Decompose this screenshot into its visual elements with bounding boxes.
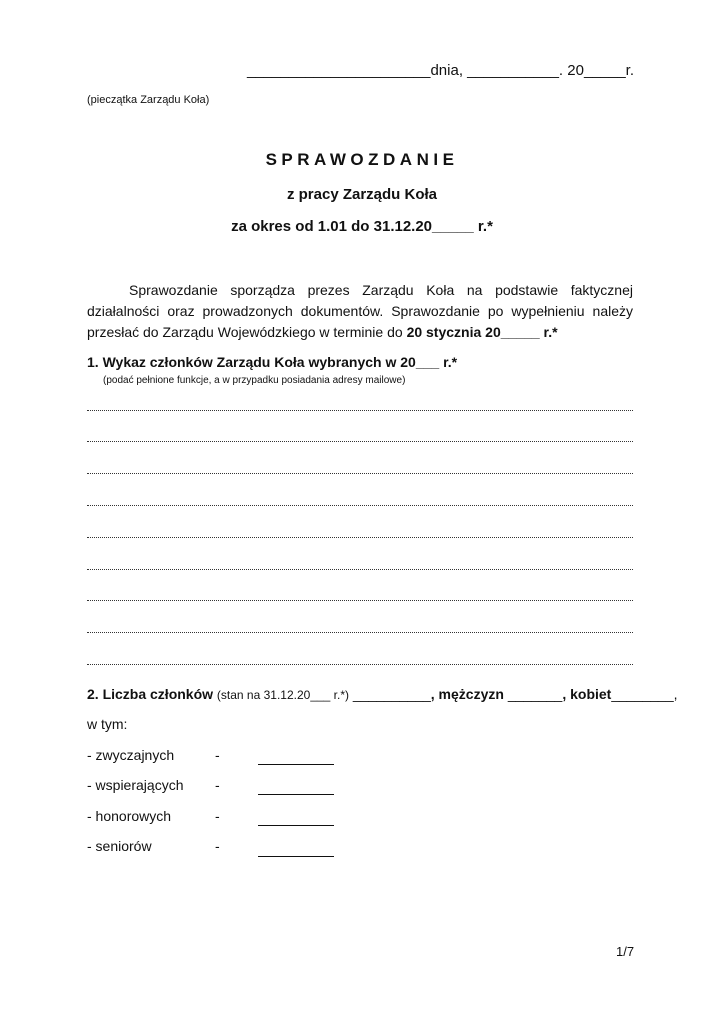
intro-deadline: 20 stycznia 20_____ r.* bbox=[406, 324, 558, 340]
category-label: - wspierających bbox=[87, 777, 184, 793]
intro-paragraph bbox=[87, 280, 633, 343]
women-blank[interactable]: ________, bbox=[611, 686, 678, 702]
fill-line[interactable] bbox=[87, 410, 633, 411]
fill-line[interactable] bbox=[87, 505, 633, 506]
reporting-period: za okres od 1.01 do 31.12.20_____ r.* bbox=[231, 218, 493, 235]
document-title: SPRAWOZDANIE bbox=[265, 150, 459, 169]
category-dash: - bbox=[215, 777, 220, 793]
fill-line[interactable] bbox=[87, 473, 633, 474]
category-blank[interactable] bbox=[258, 794, 334, 795]
section-1-note: (podać pełnione funkcje, a w przypadku posiadania adresy mailowe) bbox=[103, 375, 406, 386]
section-2-stan: (stan na 31.12.20___ r.*) bbox=[216, 688, 350, 702]
fill-line[interactable] bbox=[87, 569, 633, 570]
date-line: ______________________dnia, ___________. 20_____r. bbox=[246, 62, 634, 79]
fill-line[interactable] bbox=[87, 600, 633, 601]
category-label: - seniorów bbox=[87, 838, 152, 854]
category-blank[interactable] bbox=[258, 764, 334, 765]
section-2-heading: 2. Liczba członków bbox=[87, 686, 214, 702]
fill-line[interactable] bbox=[87, 537, 633, 538]
page-number: 1/7 bbox=[616, 944, 635, 959]
fill-line[interactable] bbox=[87, 664, 633, 665]
category-label: - zwyczajnych bbox=[87, 747, 175, 763]
women-label: , kobiet bbox=[562, 686, 612, 702]
fill-line[interactable] bbox=[87, 441, 633, 442]
w-tym-label: w tym: bbox=[87, 716, 128, 732]
stamp-label: (pieczątka Zarządu Koła) bbox=[87, 94, 210, 106]
fill-line[interactable] bbox=[87, 632, 633, 633]
category-label: - honorowych bbox=[87, 808, 172, 824]
section-2-line bbox=[87, 686, 678, 702]
category-blank[interactable] bbox=[258, 825, 334, 826]
intro-text: Sprawozdanie sporządza prezes Zarządu Koła na podstawie faktycznej działalności oraz prowadzonych dokumentów. Sprawozdanie po wypełnieniu należy przesłać do Zarządu Wojewódzkiego w terminie do bbox=[87, 282, 633, 340]
total-members-blank[interactable]: __________ bbox=[352, 686, 431, 702]
category-dash: - bbox=[215, 808, 220, 824]
men-label: , mężczyzn bbox=[430, 686, 504, 702]
category-dash: - bbox=[215, 838, 220, 854]
men-blank[interactable]: _______ bbox=[507, 686, 563, 702]
document-subtitle: z pracy Zarządu Koła bbox=[286, 186, 438, 203]
section-1-heading: 1. Wykaz członków Zarządu Koła wybranych w 20___ r.* bbox=[87, 354, 458, 370]
category-dash: - bbox=[215, 747, 220, 763]
category-blank[interactable] bbox=[258, 856, 334, 857]
